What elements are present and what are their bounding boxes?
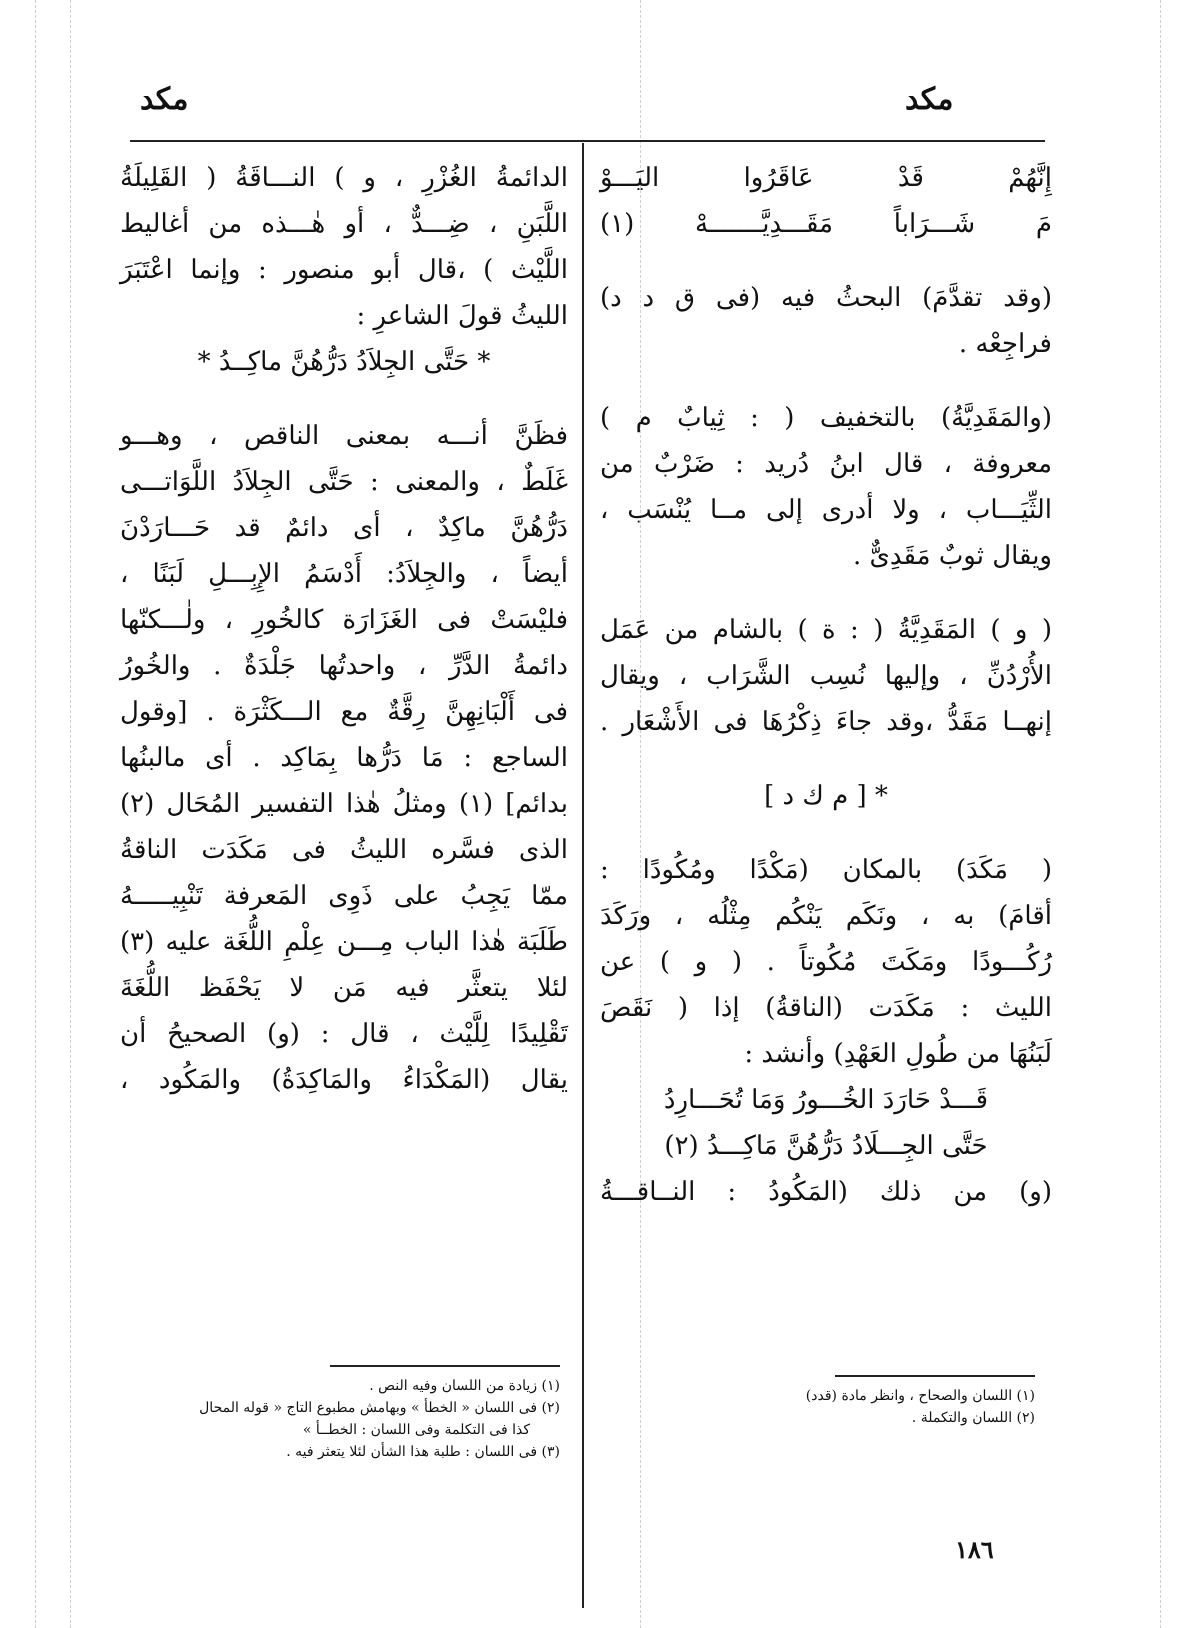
- text-line: ممّا يَجِبُ على ذَوِى المَعرفة تَنْبِيـــــهُ: [120, 881, 568, 911]
- text-line: طَلَبَة هٰذا الباب مِـــن عِلْمِ اللُّغَة عليه (٣): [120, 927, 568, 957]
- text-line: فظَنَّ أنـــه بمعنى الناقص ، وهـــو: [120, 421, 568, 451]
- text-line: (وقد تقدَّمَ) البحثُ فيه (فى ق د د): [600, 283, 1052, 313]
- text-line: الليثُ قولَ الشاعرِ :: [356, 301, 568, 331]
- verse-line: قَـــدْ حَارَدَ الخُـــورُ وَمَا تُحَـــارِدُ: [663, 1085, 989, 1115]
- scan-guide-line: [1160, 0, 1161, 1628]
- footnote-rule-left: [330, 1365, 560, 1367]
- text-line: الذى فسَّره الليثُ فى مَكَدَت الناقةُ: [120, 835, 568, 865]
- text-line: (والمَقَدِيَّةُ) بالتخفيف ( : ثِيابٌ م ): [600, 403, 1052, 433]
- text-line: الثِّيَـــاب ، ولا أدرى إلى مــا يُنْسَب ،: [600, 495, 1052, 525]
- text-line: الساجع : مَا دَرُّها بِمَاكِد . أى مالبنُها: [120, 743, 568, 773]
- text-line: (و) من ذلك (المَكُودُ : النــاقـــةُ: [600, 1177, 1052, 1207]
- text-line: الدائمةُ الغُزْرِ ، و ) النـــاقَةُ ( القَلِيلَةُ: [120, 163, 568, 193]
- footnote: (١) اللسان والصحاح ، وانظر مادة (قدد): [805, 1388, 1035, 1404]
- footnotes-left: [150, 1375, 560, 1463]
- text-line: دائمةُ الدَّرِّ ، واحدتُها جَلْدَةٌ . والخُورُ: [120, 651, 568, 681]
- text-line: فراجِعْه .: [958, 329, 1052, 359]
- text-line: لَبَنُهَا من طُولِ العَهْدِ) وأنشد :: [744, 1039, 1052, 1069]
- footnote: (٣) فى اللسان : طلبة هذا الشأن لئلا يتعثر فيه .: [286, 1444, 560, 1460]
- footnotes-right: [700, 1385, 1035, 1429]
- text-line: إِنَّهُمْ قَدْ عَاقَرُوا اليَـــوْ: [600, 163, 1052, 193]
- text-line: تَقْلِيدًا لِلَّيْث ، قال : (و) الصحيحُ أن: [120, 1019, 568, 1049]
- text-line: يقال (المَكْدَاءُ والمَاكِدَةُ) والمَكُود ،: [120, 1065, 568, 1095]
- text-line: ( و ) المَقَدِيَّةُ ( : ة ) بالشام من عَمَل: [600, 615, 1052, 645]
- left-column: [120, 160, 568, 1108]
- footnote: كذا فى التكلمة وفى اللسان : الخطــأ »: [302, 1422, 530, 1438]
- footnote-rule-right: [835, 1375, 1035, 1377]
- text-line: الليث : مَكَدَت (الناقةُ) إذا ( نَقَصَ: [600, 993, 1052, 1023]
- right-column: [600, 160, 1052, 1220]
- text-line: لئلا يتعثَّر فيه مَن لا يَحْفَظ اللُّغَةَ: [120, 973, 568, 1003]
- text-line: ( مَكَدَ) بالمكان (مَكْدًا ومُكُودًا :: [600, 855, 1052, 885]
- entry-heading: * [ م ك د ]: [764, 781, 888, 811]
- verse-line: * حَتَّى الجِلاَدُ دَرُّهُنَّ ماكِــدُ *: [197, 347, 491, 377]
- footnote: (٢) اللسان والتكملة .: [911, 1410, 1035, 1426]
- text-line: إنهــا مَقَدُّ ،وقد جاءَ ذِكْرُهَا فى الأَشْعَار .: [600, 707, 1052, 737]
- text-line: أقامَ) به ، ونَكَم يَنْكُم مِثْلُه ، ورَكَدَ: [600, 901, 1052, 931]
- text-line: الأُرْدُنِّ ، وإليها نُسِب الشَّرَاب ، ويقال: [600, 661, 1052, 691]
- text-line: مَ شَـــرَاباً مَقَـــدِيَّـــــــهْ (١): [600, 209, 1052, 239]
- footnote: (١) زيادة من اللسان وفيه النص .: [369, 1378, 560, 1394]
- text-line: فليْسَتْ فى الغَزَارَة كالخُورِ ، ولٰـــكنّها: [120, 605, 568, 635]
- footnote: (٢) فى اللسان « الخطأ » وبهامش مطبوع التاج « قوله المحال: [199, 1400, 560, 1416]
- scan-guide-line: [70, 0, 71, 1628]
- text-line: أيضاً ، والجِلاَدُ: أَدْسَمُ الإِبِـــلِ لَبَنًا ،: [120, 559, 568, 589]
- text-line: اللَّبَنِ ، ضِـــدٌّ ، أو هٰـــذه من أغاليط: [120, 209, 568, 239]
- header-word-left: مكد: [140, 82, 189, 117]
- text-line: بدائم] (١) ومثلُ هٰذا التفسير المُحَال (٢): [120, 789, 569, 819]
- text-line: فى أَلْبَانِهِنَّ رِقَّةٌ مع الـــكَثْرَة . [وقول: [120, 697, 568, 727]
- text-line: رُكُـــودًا ومَكَتَ مُكُوتاً . ( و ) عن: [600, 947, 1052, 977]
- text-line: ويقال ثوبٌ مَقَدِىٌّ .: [852, 541, 1052, 571]
- text-line: دَرُّهُنَّ ماكِدٌ ، أى دائمٌ قد حَـــارَدْنَ: [120, 513, 568, 543]
- text-line: اللَّيْث ) ،قال أبو منصور : وإنما اعْتَبَرَ: [120, 255, 568, 285]
- column-divider: [582, 143, 584, 1608]
- page-number: ١٨٦: [955, 1535, 994, 1564]
- header-word-right: مكد: [905, 82, 954, 117]
- scan-guide-line: [35, 0, 36, 1628]
- verse-line: حَتَّى الجِـــلَادُ دَرُّهُنَّ مَاكِـــدُ (٢): [664, 1131, 988, 1161]
- text-line: معروفة ، قال ابنُ دُريد : ضَرْبٌ من: [600, 449, 1052, 479]
- header-rule: [130, 140, 1045, 142]
- text-line: غَلَطٌ ، والمعنى : حَتَّى الجِلاَدُ اللَّوَاتـــى: [120, 467, 568, 497]
